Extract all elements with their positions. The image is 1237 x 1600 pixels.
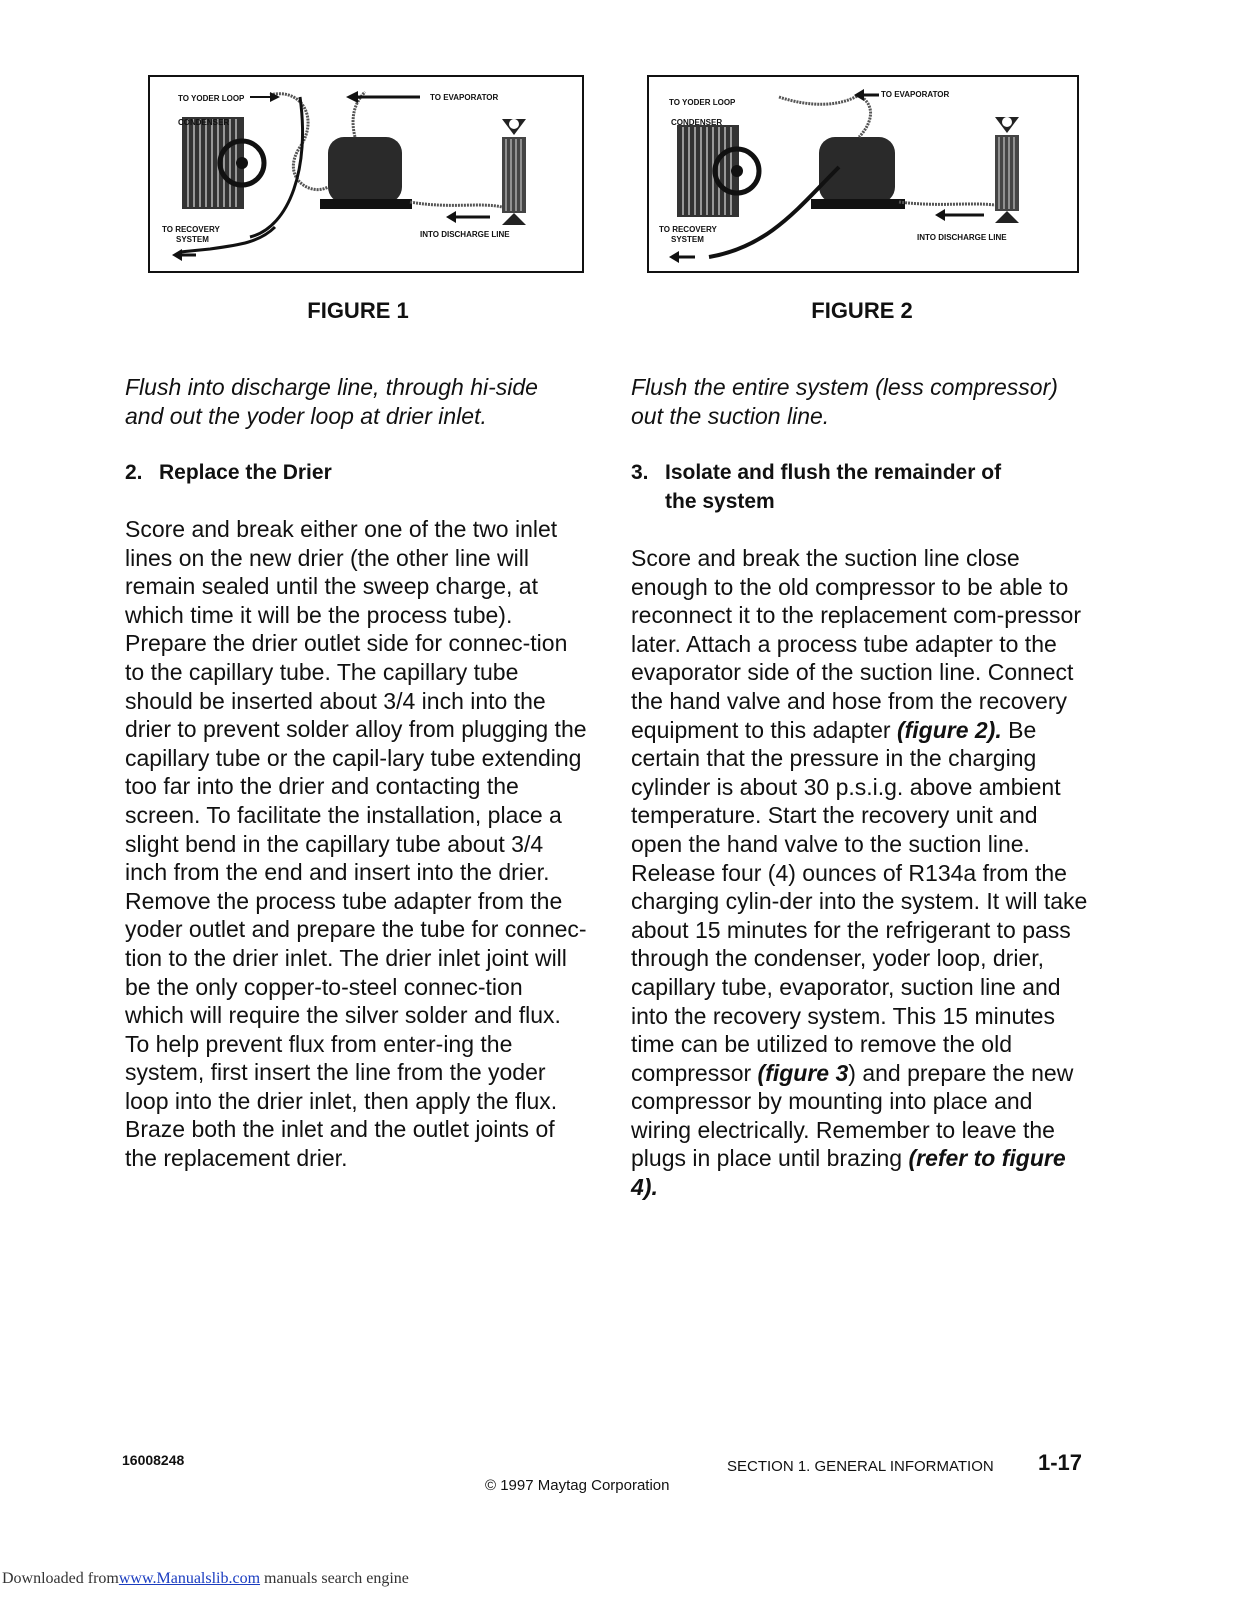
section-3-body-part-1: Score and break the suction line close enough to the old compressor to be able to reconnect it to the replacement com-pressor later. Attach a process tube adapter to the evaporator side of the suction line. Connect the hand valve and hose from the recovery equipment to this adapter — [631, 545, 1081, 743]
figure-4-reference: (refer to figure 4). — [631, 1145, 1066, 1201]
figure-2-caption-line-2: out the suction line. — [631, 403, 830, 429]
page-number: 1-17 — [1038, 1450, 1083, 1475]
left-column — [125, 373, 595, 1173]
section-3-title-line-1: Isolate and flush the remainder of — [665, 461, 1002, 484]
section-3-body-part-2: Be certain that the pressure in the charging cylinder is about 30 p.s.i.g. above ambient temperature. Start the recovery unit and open the hand valve to the suction line. Release four (4) ounces of R134a from the charging cylin-der into the system. It will take about 15 minutes for the refrigerant to pass through the condenser, yoder loop, drier, capillary tube, evaporator, suction line and into the recovery system. This 15 minutes time can be utilized to remove the old compressor — [631, 716, 1088, 1086]
section-label — [727, 1458, 994, 1475]
section-3-title-line-2: the system — [665, 490, 775, 513]
watermark-prefix: Downloaded from — [2, 1570, 119, 1587]
section-2-title: Replace the Drier — [159, 461, 332, 484]
manualslib-link[interactable]: www.Manualslib.com — [118, 1570, 261, 1587]
figure-1-caption-line-2: and out the yoder loop at drier inlet. — [125, 403, 487, 429]
copyright: © 1997 Maytag Corporation — [485, 1477, 670, 1494]
figure-1-caption-line-1: Flush into discharge line, through hi-side — [125, 374, 538, 400]
section-2-body: Score and break either one of the two inlet lines on the new drier (the other line will remain sealed until the sweep charge, at which time it will be the process tube). Prepare the drier outlet side for connec-tion to the capillary tube. The capillary tube should be inserted about 3/4 inch into the drier to prevent solder alloy from plugging the capillary tube or the capil-lary tube extending too far into the drier and contacting the screen. To facilitate the installation, place a slight bend in the capillary tube about 3/4 inch from the end and insert into the drier. Remove the process tube adapter from the yoder outlet and prepare the tube for connec-tion to the drier inlet. The drier inlet joint will be the only copper-to-steel connec-tion which will require the silver solder and flux. To help prevent flux from enter-ing the system, first insert the line from the yoder loop into the drier inlet, then apply the flux. Braze both the inlet and the outlet joints of the replacement drier. — [125, 516, 587, 1172]
section-2-number: 2. — [125, 461, 143, 484]
section-3-body-part-3: ) and prepare the new compressor by mounting into place and wiring electrically. Remember to leave the plugs in place until brazing — [631, 1059, 1074, 1172]
figure-3-reference: (figure 3 — [757, 1059, 849, 1086]
label-evap: TO EVAPORATOR — [881, 90, 950, 99]
refrigeration-diagram-1 — [150, 77, 582, 271]
right-column — [631, 373, 1101, 1202]
section-3-body — [631, 544, 1093, 1202]
label-condenser: CONDENSER — [178, 118, 230, 127]
download-watermark — [2, 1570, 409, 1588]
label-discharge: INTO DISCHARGE LINE — [420, 230, 510, 239]
label-recovery: TO RECOVERY — [162, 225, 220, 234]
label-evap: TO EVAPORATOR — [430, 93, 499, 102]
figure-2-caption-line-1: Flush the entire system (less compressor) — [631, 374, 1058, 400]
section-3-number: 3. — [631, 461, 649, 484]
label-recovery: TO RECOVERY — [659, 225, 717, 234]
doc-number: 16008248 — [122, 1452, 185, 1468]
label-recovery-system: SYSTEM — [176, 235, 209, 244]
figure-1-diagram — [148, 75, 584, 273]
figure-2-diagram — [647, 75, 1079, 273]
refrigeration-diagram-2 — [649, 77, 1077, 271]
label-recovery-system: SYSTEM — [671, 235, 704, 244]
label-discharge: INTO DISCHARGE LINE — [917, 233, 1007, 242]
label-yoder: TO YODER LOOP — [669, 98, 736, 107]
figure-1-title: FIGURE 1 — [307, 298, 409, 323]
section-3-heading — [631, 458, 1101, 516]
label-condenser: CONDENSER — [671, 118, 723, 127]
watermark-suffix: manuals search engine — [260, 1570, 409, 1587]
figure-2-reference: (figure 2). — [896, 716, 1002, 743]
section-2-heading — [125, 458, 595, 487]
section-label-text: SECTION 1. GENERAL INFORMATION — [727, 1458, 994, 1475]
figure-2-title: FIGURE 2 — [811, 298, 913, 323]
label-yoder: TO YODER LOOP — [178, 94, 245, 103]
